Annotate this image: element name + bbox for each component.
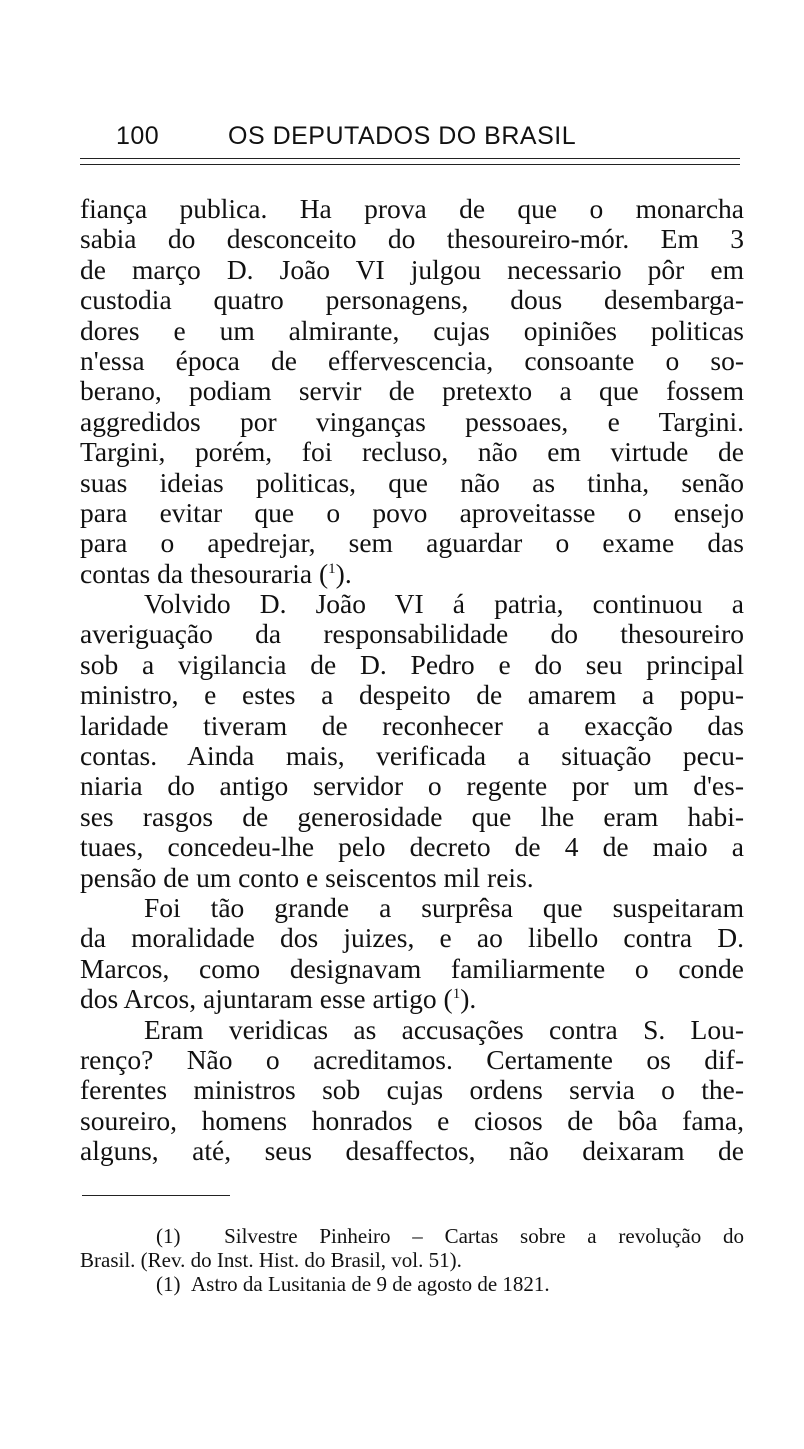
footnote-line — [80, 1224, 744, 1248]
paragraph-start-line: Eram veridicas as accusações contra S. Lou- — [144, 1013, 744, 1045]
text-line: ferentes ministros sob cujas ordens servia o the- — [80, 1074, 744, 1106]
running-head — [116, 122, 676, 162]
text-line: de março D. João VI julgou necessario pôr em — [80, 253, 744, 285]
text-line: alguns, até, seus desaffectos, não deixaram de — [80, 1135, 744, 1167]
text-line: laridade tiveram de reconhecer a exacção das — [80, 709, 744, 741]
text-line: Targini, porém, foi recluso, não em virtude de — [80, 436, 744, 468]
text-line: Marcos, como designavam familiarmente o conde — [80, 952, 744, 984]
text-line: para o apedrejar, sem aguardar o exame das — [80, 527, 744, 559]
text-line: da moralidade dos juizes, e ao libello contra D. — [80, 922, 744, 954]
text-line: ministro, e estes a despeito de amarem a popu- — [80, 679, 744, 711]
footnotes — [80, 1224, 744, 1296]
text-line: renço? Não o acreditamos. Certamente os dif- — [80, 1043, 744, 1075]
body-text — [80, 194, 744, 1167]
footnote-reference-close: ). — [460, 983, 477, 1015]
footnote-marker: (1) — [156, 1224, 181, 1248]
text-line: fiança publica. Ha prova de que o monarcha — [80, 193, 744, 224]
text-line: sabia do desconceito do thesoureiro-mór. Em 3 — [80, 223, 744, 255]
text-line: sob a vigilancia de D. Pedro e do seu principal — [80, 648, 744, 680]
text-line — [80, 984, 744, 1014]
text-line: suas ideias politicas, que não as tinha, senão — [80, 466, 744, 498]
text-line-content: dos Arcos, ajuntaram esse artigo ( — [80, 983, 453, 1015]
text-line: niaria do antigo servidor o regente por um d'es- — [80, 770, 744, 802]
text-line: pensão de um conto e seiscentos mil reis. — [80, 861, 534, 893]
footnote-text: Silvestre Pinheiro – Cartas sobre a revolução do — [224, 1224, 744, 1248]
text-line: berano, podiam servir de pretexto a que fossem — [80, 375, 744, 407]
page-number: 100 — [116, 122, 160, 150]
text-line: averiguação da responsabilidade do thesoureiro — [80, 618, 744, 650]
text-line: dores e um almirante, cujas opiniões politicas — [80, 314, 744, 346]
footnote-separator — [82, 1195, 230, 1196]
footnote-reference: 1 — [328, 560, 336, 577]
text-line: aggredidos por vinganças pessoaes, e Targini. — [80, 405, 744, 437]
paragraph-start-line: Foi tão grande a surprêsa que suspeitaram — [144, 891, 744, 923]
header-rule-top — [80, 158, 740, 159]
text-line: soureiro, homens honrados e ciosos de bôa fama, — [80, 1104, 744, 1136]
text-line: custodia quatro personagens, dous desembarga- — [80, 284, 744, 316]
footnote-marker: (1) — [156, 1272, 181, 1296]
footnote-reference: 1 — [452, 986, 461, 1003]
footnote-text: Astro da Lusitania de 9 de agosto de 1821. — [191, 1272, 550, 1296]
paragraph-start-line: Volvido D. João VI á patria, continuou a — [144, 588, 744, 620]
text-line-content: contas da thesouraria ( — [80, 557, 329, 589]
footnote-reference-close: ). — [335, 557, 352, 589]
text-line: n'essa época de effervescencia, consoante o so- — [80, 344, 744, 376]
text-line: ses rasgos de generosidade que lhe eram habi- — [80, 800, 744, 832]
text-line — [80, 559, 744, 589]
footnote-line — [80, 1272, 744, 1296]
text-line: contas. Ainda mais, verificada a situação pecu- — [80, 740, 744, 772]
text-line: tuaes, concedeu-lhe pelo decreto de 4 de maio a — [80, 831, 744, 863]
text-line: para evitar que o povo aproveitasse o ensejo — [80, 496, 744, 528]
header-rule-bottom — [80, 164, 740, 165]
running-title: OS DEPUTADOS DO BRASIL — [228, 122, 577, 150]
footnote-line: Brasil. (Rev. do Inst. Hist. do Brasil, vol. 51). — [80, 1248, 462, 1272]
